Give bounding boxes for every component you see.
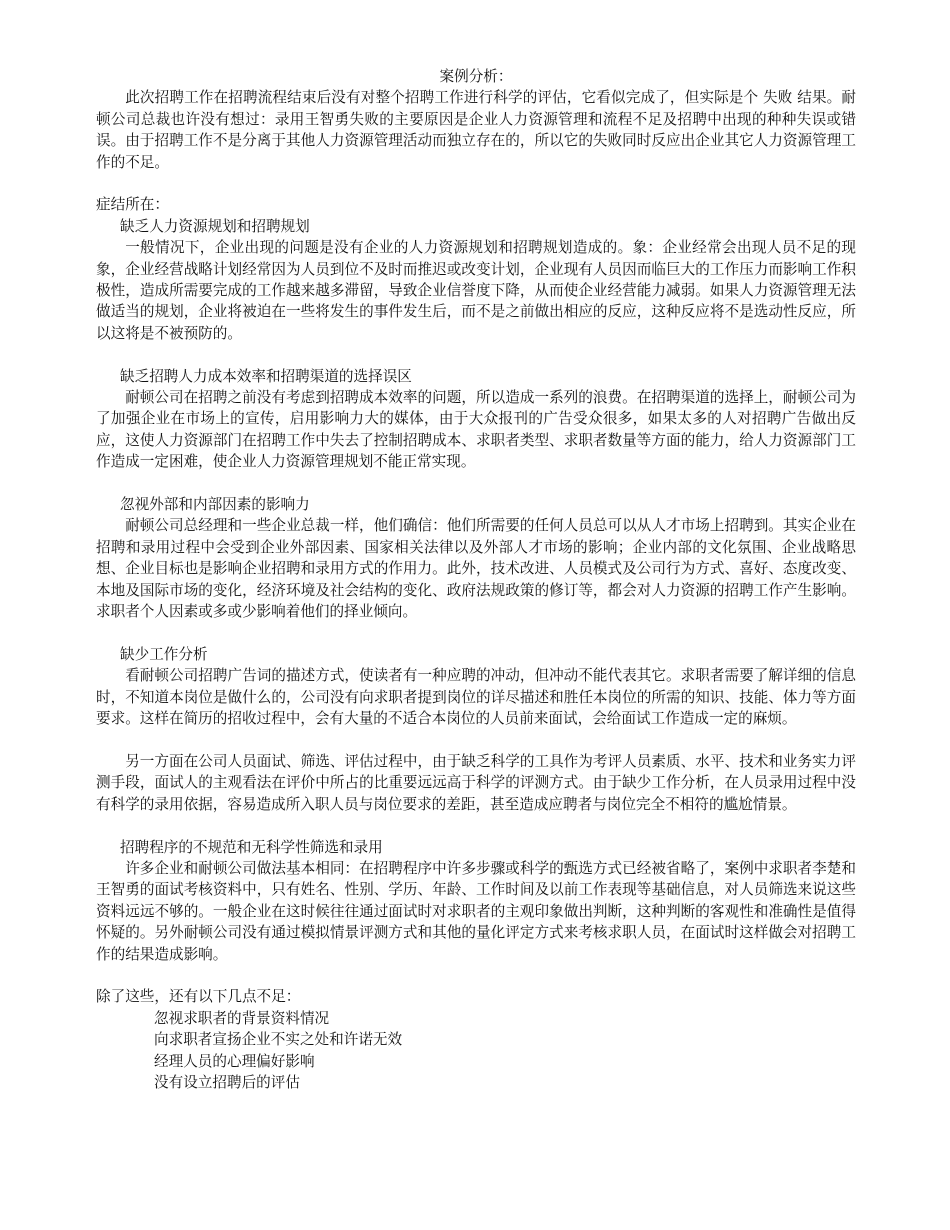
section-body-planning: 一般情况下，企业出现的问题是没有企业的人力资源规划和招聘规划造成的。象：企业经常会出现人员不足的现象，企业经营战略计划经常因为人员到位不及时而推迟或改变计划，企业现有人员因而临巨大的工作压力而影响工作积极性，造成所需要完成的工作越来越多滞留，导致企业信誉度下降，从而使企业经营能力减弱。如果人力资源管理无法做适当的规划，企业将被迫在一些将发生的事件发生后，而不是之前做出相应的反应，这种反应将不是选动性反应，所以这将是不被预防的。 xyxy=(96,239,856,342)
crux-label: 症结所在： xyxy=(96,196,169,214)
others-label: 除了这些，还有以下几点不足： xyxy=(96,988,301,1006)
section-heading-procedure: 招聘程序的不规范和无科学性筛选和录用 xyxy=(120,838,383,856)
section-heading-factors: 忽视外部和内部因素的影响力 xyxy=(120,496,310,514)
spacer xyxy=(96,623,856,644)
list-item: 忽视求职者的背景资料情况 xyxy=(154,1009,330,1027)
list-item: 经理人员的心理偏好影响 xyxy=(154,1052,315,1070)
list-item: 向求职者宣扬企业不实之处和许诺无效 xyxy=(154,1031,403,1049)
spacer xyxy=(96,815,856,836)
section-heading-job-analysis: 缺少工作分析 xyxy=(120,645,208,663)
spacer xyxy=(96,730,856,751)
spacer xyxy=(96,173,856,194)
section-body-job-analysis: 看耐顿公司招聘广告词的描述方式，使读者有一种应聘的冲动，但冲动不能代表其它。求职者需要了解详细的信息时，不知道本岗位是做什么的，公司没有向求职者提到岗位的详尽描述和胜任本岗位的所需的知识、技能、体力等方面要求。这样在简历的招收过程中，会有大量的不适合本岗位的人员前来面试，会给面试工作造成一定的麻烦。 xyxy=(96,667,856,728)
section-body-job-analysis-2: 另一方面在公司人员面试、筛选、评估过程中，由于缺乏科学的工具作为考评人员素质、水平、技术和业务实力评测手段，面试人的主观看法在评价中所占的比重要远远高于科学的评测方式。由于缺少工作分析，在人员录用过程中没有科学的录用依据，容易造成所入职人员与岗位要求的差距，甚至造成应聘者与岗位完全不相符的尴尬情景。 xyxy=(96,752,856,813)
spacer xyxy=(96,344,856,365)
section-heading-planning: 缺乏人力资源规划和招聘规划 xyxy=(120,217,310,235)
section-heading-cost: 缺乏招聘人力成本效率和招聘渠道的选择误区 xyxy=(120,367,412,385)
section-body-factors: 耐顿公司总经理和一些企业总裁一样，他们确信：他们所需要的任何人员总可以从人才市场上招聘到。其实企业在招聘和录用过程中会受到企业外部因素、国家相关法律以及外部人才市场的影响；企业内部的文化氛围、企业战略思想、企业目标也是影响企业招聘和录用方式的作用力。此外，技术改进、人员模式及公司行为方式、喜好、态度改变、本地及国际市场的变化，经济环境及社会结构的变化、政府法规政策的修订等，都会对人力资源的招聘工作产生影响。求职者个人因素或多或少影响着他们的择业倾向。 xyxy=(96,517,856,621)
others-list xyxy=(96,1008,856,1094)
intro-paragraph: 此次招聘工作在招聘流程结束后没有对整个招聘工作进行科学的评估，它看似完成了，但实际是个 失败 结果。耐顿公司总裁也许没有想过：录用王智勇失败的主要原因是企业人力资源管理和流程不足及招聘中出现的种种失误或错误。由于招聘工作不是分离于其他人力资源管理活动而独立存在的，所以它的失败同时反应出企业其它人力资源管理工作的不足。 xyxy=(96,89,856,171)
spacer xyxy=(96,965,856,986)
list-item: 没有设立招聘后的评估 xyxy=(154,1073,300,1091)
document-page xyxy=(96,66,856,1093)
section-body-cost: 耐顿公司在招聘之前没有考虑到招聘成本效率的问题，所以造成一系列的浪费。在招聘渠道的选择上，耐顿公司为了加强企业在市场上的宣传，启用影响力大的媒体，由于大众报刊的广告受众很多，如果太多的人对招聘广告做出反应，这使人力资源部门在招聘工作中失去了控制招聘成本、求职者类型、求职者数量等方面的能力，给人力资源部门工作造成一定困难，使企业人力资源管理规划不能正常实现。 xyxy=(96,389,856,471)
spacer xyxy=(96,473,856,494)
section-body-procedure: 许多企业和耐顿公司做法基本相同：在招聘程序中许多步骤或科学的甄选方式已经被省略了，案例中求职者李楚和王智勇的面试考核资料中，只有姓名、性别、学历、年龄、工作时间及以前工作表现等基础信息，对人员筛选来说这些资料远远不够的。一般企业在这时候往往通过面试时对求职者的主观印象做出判断，这种判断的客观性和准确性是值得怀疑的。另外耐顿公司没有通过模拟情景评测方式和其他的量化评定方式来考核求职人员，在面试时这样做会对招聘工作的结果造成影响。 xyxy=(96,859,856,963)
page-title: 案例分析： xyxy=(439,68,513,85)
